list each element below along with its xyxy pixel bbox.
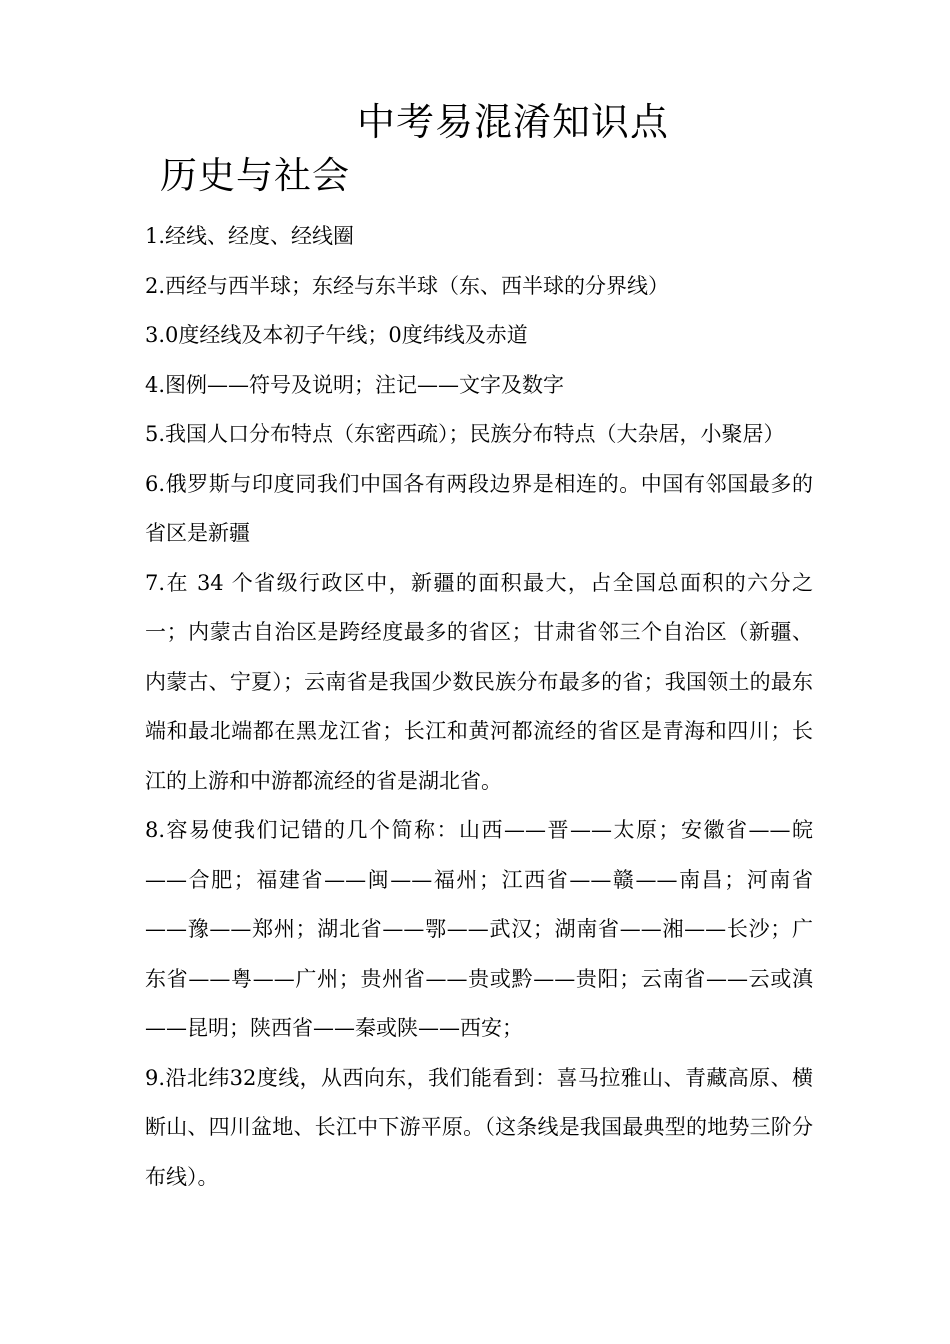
knowledge-point-4: 4.图例——符号及说明；注记——文字及数字 bbox=[145, 372, 565, 397]
knowledge-point-1: 1.经线、经度、经线圈 bbox=[145, 224, 355, 248]
knowledge-point-list bbox=[145, 212, 813, 1202]
knowledge-point-5: 5.我国人口分布特点（东密西疏）；民族分布特点（大杂居，小聚居） bbox=[145, 422, 785, 446]
knowledge-point-9: 9.沿北纬32度线，从西向东，我们能看到：喜马拉雅山、青藏高原、横断山、四川盆地、长江中下游平原。（这条线是我国最典型的地势三阶分布线）。 bbox=[145, 1065, 813, 1189]
knowledge-point-2: 2.西经与西半球；东经与东半球（东、西半球的分界线） bbox=[145, 273, 670, 298]
knowledge-point-7: 7.在 34 个省级行政区中，新疆的面积最大，占全国总面积的六分之一；内蒙古自治区是跨经度最多的省区；甘肃省邻三个自治区（新疆、内蒙古、宁夏）；云南省是我国少数民族分布最多的省；我国领土的最东端和最北端都在黑龙江省；长江和黄河都流经的省区是青海和四川；长江的上游和中游都流经的省是湖北省。 bbox=[145, 570, 813, 793]
knowledge-point-6: 6.俄罗斯与印度同我们中国各有两段边界是相连的。中国有邻国最多的省区是新疆 bbox=[145, 471, 813, 545]
knowledge-point-8: 8.容易使我们记错的几个简称：山西——晋——太原；安徽省——皖——合肥；福建省——闽——福州；江西省——赣——南昌；河南省——豫——郑州；湖北省——鄂——武汉；湖南省——湘——长沙；广东省——粤——广州；贵州省——贵或黔——贵阳；云南省——云或滇——昆明；陕西省——秦或陕——西安； bbox=[145, 818, 813, 1040]
section-heading: 历史与社会 bbox=[160, 154, 350, 197]
document-title: 中考易混淆知识点 bbox=[356, 100, 669, 144]
knowledge-point-3: 3.0度经线及本初子午线；0度纬线及赤道 bbox=[145, 323, 528, 347]
